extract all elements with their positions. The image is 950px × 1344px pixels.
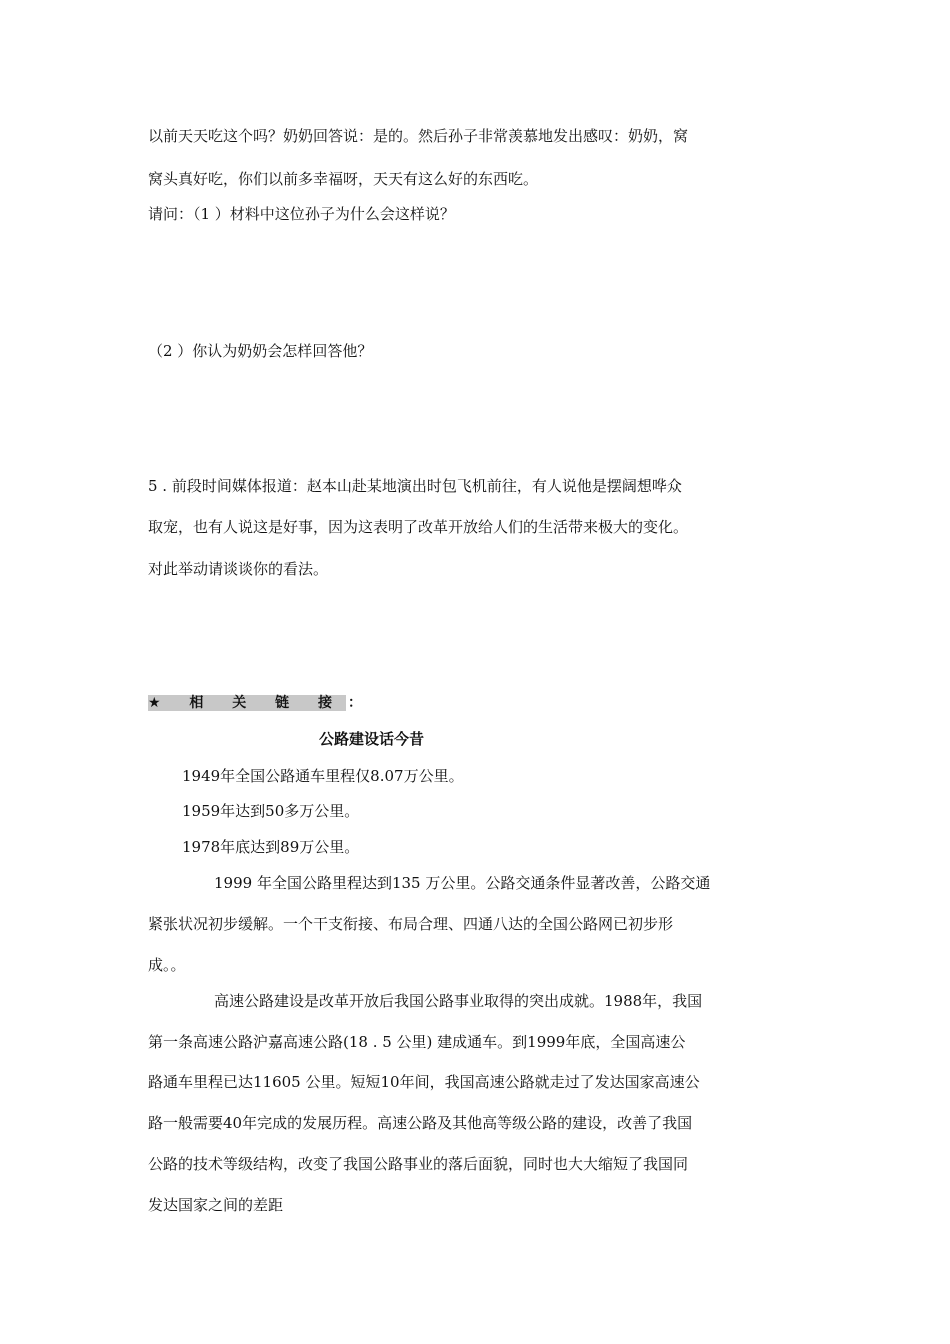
article-paragraph-line: 1999 年全国公路里程达到135 万公里。公路交通条件显著改善，公路交通: [214, 874, 711, 892]
question-5-line: 取宠，也有人说这是好事，因为这表明了改革开放给人们的生活带来极大的变化。: [148, 518, 689, 536]
article-fact: 1959年达到50多万公里。: [182, 802, 360, 820]
story-line: 以前天天吃这个吗？奶奶回答说：是的。然后孙子非常羡慕地发出感叹：奶奶，窝: [148, 127, 689, 145]
related-links-colon: ：: [348, 695, 363, 711]
article-fact: 1978年底达到89万公里。: [182, 838, 360, 856]
article-paragraph-line: 第一条高速公路沪嘉高速公路(18 . 5 公里) 建成通车。到1999年底，全国高速公: [148, 1033, 686, 1051]
article-paragraph-line: 紧张状况初步缓解。一个干支衔接、布局合理、四通八达的全国公路网已初步形: [148, 915, 674, 933]
story-line: 窝头真好吃，你们以前多幸福呀，天天有这么好的东西吃。: [148, 170, 539, 188]
question-5-line: 对此举动请谈谈你的看法。: [148, 560, 329, 578]
article-paragraph-line: 公路的技术等级结构，改变了我国公路事业的落后面貌，同时也大大缩短了我国同: [148, 1155, 689, 1173]
question-5-line: 5 . 前段时间媒体报道：赵本山赴某地演出时包飞机前往，有人说他是摆阔想哗众: [148, 477, 682, 495]
article-paragraph-line: 高速公路建设是改革开放后我国公路事业取得的突出成就。1988年，我国: [214, 992, 703, 1010]
question-2: （2 ）你认为奶奶会怎样回答他？: [148, 342, 373, 360]
article-paragraph-line: 发达国家之间的差距: [148, 1196, 284, 1214]
related-links-header: [148, 693, 362, 713]
article-paragraph-line: 路通车里程已达11605 公里。短短10年间，我国高速公路就走过了发达国家高速公: [148, 1073, 700, 1091]
article-paragraph-line: 路一般需要40年完成的发展历程。高速公路及其他高等级公路的建设，改善了我国: [148, 1114, 693, 1132]
article-fact: 1949年全国公路通车里程仅8.07万公里。: [182, 767, 464, 785]
question-1: 请问：（1 ）材料中这位孙子为什么会这样说？: [148, 205, 455, 223]
related-links-label: ★ 相 关 链 接: [148, 695, 345, 711]
article-paragraph-line: 成。。: [148, 956, 186, 974]
article-title: 公路建设话今昔: [319, 730, 425, 748]
